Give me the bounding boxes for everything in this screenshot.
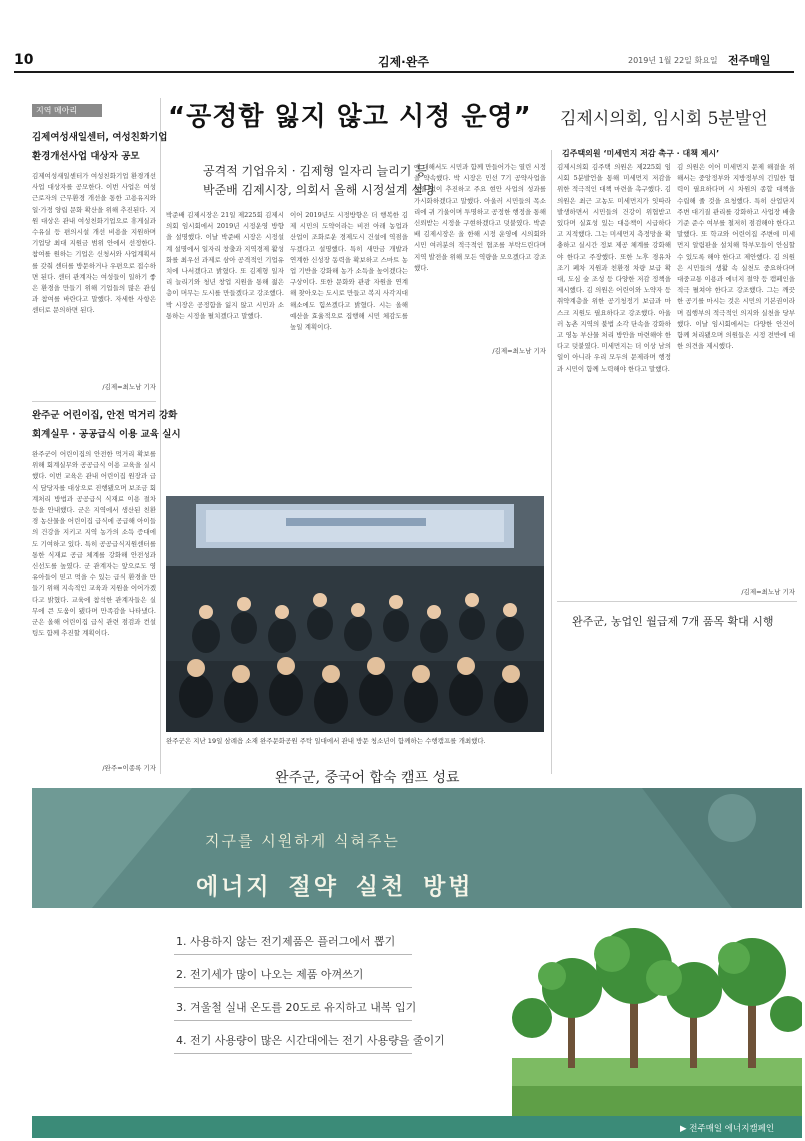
camp-headline: 완주군, 중국어 합숙 캠프 성료 (275, 770, 460, 786)
camp-photo (166, 496, 544, 732)
header-rule (14, 71, 794, 73)
article-divider (32, 401, 156, 402)
main-body-col3: 에 대해서도 시민과 함께 만들어가는 열린 시정을 약속했다. 박 시장은 민선 7기 공약사업을 차질 없이 추진하고 주요 현안 사업의 성과를 가시화하겠다고 말했다. 아울러 시민들의 목소리에 귀 기울이며 투명하고 공정한 행정을 통해 신뢰받는 시정을 구현하겠다고 덧붙였다. 박준배 김제시장은 올 한해 시정 운영에 시의회와 시민 여러분의 적극적인 협조를 부탁드린다며 지역 발전을 위해 모든 역량을 모으겠다고 강조했다. (414, 163, 546, 272)
council-subhead: 김주택의원 ‘미세먼지 저감 촉구 · 대책 제시’ (562, 149, 720, 158)
council-byline: /김제=최노남 기자 (741, 588, 795, 596)
ad-divider (174, 987, 412, 988)
ad-title-large: 에너지 절약 실천 방법 (196, 874, 474, 900)
left-article1-title-2: 환경개선사업 대상자 공모 (32, 151, 140, 162)
main-body-col1: 박준배 김제시장은 21일 제225회 김제시의회 임시회에서 2019년 시정운영 방향을 설명했다. 이날 박준배 시장은 시정설계 설명에서 일자리 창출과 지역경제 활성화를 최우선 과제로 삼아 공격적인 기업유치에 나서겠다고 밝혔다. 또 김제형 일자리 늘리기와 청년 창업 지원을 통해 젊은 층이 머무는 도시를 만들겠다고 강조했다. 박 시장은 공정함을 잃지 않고 시민과 소통하는 시정을 펼치겠다고 말했다. (166, 211, 284, 320)
ad-item-4: 4. 전기 사용량이 많은 시간대에는 전기 사용량을 줄이기 (176, 1034, 445, 1047)
main-headline: “공정함 잃지 않고 시정 운영” (168, 102, 532, 132)
left-article1-byline: /김제=최노남 기자 (102, 383, 156, 391)
ad-banner (32, 788, 802, 908)
left-article2-title-2: 회계실무 · 공공급식 이용 교육 실시 (32, 429, 181, 440)
left-article1-title-1: 김제여성새일센터, 여성친화기업 (32, 132, 168, 143)
ad-title-small: 지구를 시원하게 식혀주는 (205, 832, 400, 850)
ad-divider (174, 1053, 412, 1054)
ad-divider (174, 1020, 412, 1021)
left-article2-title-1: 완주군 어린이집, 안전 먹거리 강화 (32, 410, 178, 421)
council-body-col1: 김제시의회 김주택 의원은 제225회 임시회 5분발언을 통해 미세먼지 저감을 위한 적극적인 대책 마련을 촉구했다. 김 의원은 최근 고농도 미세먼지가 잇따라 발생하면서 시민들의 건강이 위협받고 있다며 실효성 있는 대응책이 시급하다고 지적했다. 그는 미세먼지 측정망을 확충하고 실시간 정보 제공 체계를 강화해야 한다고 주장했다. 또한 노후 경유차 조기 폐차 지원과 친환경 차량 보급 확대, 도심 숲 조성 등 다양한 저감 정책을 제시했다. 김 의원은 어린이와 노약자 등 취약계층을 위한 공기청정기 보급과 마스크 지원도 필요하다고 강조했다. 아울러 농촌 지역의 불법 소각 단속을 강화하고 영농 부산물 처리 방안을 마련해야 한다고 덧붙였다. 미세먼지는 더 이상 남의 일이 아니라 우리 모두의 문제라며 행정과 시민이 함께 노력해야 한다고 말했다. (557, 163, 671, 373)
ad-item-1: 1. 사용하지 않는 전기제품은 플러그에서 뽑기 (176, 935, 396, 948)
main-subhead-2: 박준배 김제시장, 의회서 올해 시정설계 설명 (203, 183, 435, 197)
council-headline: 김제시의회, 임시회 5분발언 (560, 109, 768, 129)
main-subhead-1: 공격적 기업유치 · 김제형 일자리 늘리기 등 (203, 164, 427, 178)
page-number: 10 (14, 52, 34, 68)
council-body-col2: 김 의원은 이어 미세먼지 문제 해결을 위해서는 중앙정부와 지방정부의 긴밀한 협력이 필요하다며 시 차원의 종합 대책을 수립해 줄 것을 요청했다. 특히 산업단지 주변 대기질 관리를 강화하고 사업장 배출 기준 준수 여부를 철저히 점검해야 한다고 말했다. 또 학교와 어린이집 주변에 미세먼지 알림판을 설치해 학부모들이 안심할 수 있도록 해야 한다고 제안했다. 김 의원은 시민들의 생활 속 실천도 중요하다며 대중교통 이용과 에너지 절약 등 캠페인을 적극 펼쳐야 한다고 강조했다. 그는 깨끗한 공기를 마시는 것은 시민의 기본권이라며 집행부의 적극적인 의지와 실천을 당부했다. 이날 임시회에서는 다양한 안건이 함께 처리됐으며 의원들은 시정 전반에 대한 의견을 제시했다. (677, 163, 795, 351)
ad-divider (174, 954, 412, 955)
farm-headline: 완주군, 농업인 월급제 7개 품목 확대 시행 (572, 615, 774, 628)
ad-footer-label: ▶ 전주매일 에너지캠페인 (680, 1124, 775, 1134)
left-article1-body: 김제여성새일센터가 여성친화기업 환경개선사업 대상자를 공모한다. 이번 사업은 여성근로자의 근무환경 개선을 통한 고용유지와 일·가정 양립 문화 확산을 위해 추진된다. 지원 대상은 관내 여성친화기업으로 휴게실과 수유실 등 편의시설 개선 비용을 지원하며 기업당 최대 지원금 범위 안에서 선정한다. 참여를 원하는 기업은 신청서와 사업계획서를 갖춰 센터를 방문하거나 우편으로 접수하면 된다. 센터 관계자는 여성들이 일하기 좋은 환경을 만들기 위해 기업들의 많은 관심과 참여를 바란다고 말했다. 자세한 사항은 센터로 문의하면 된다. (32, 172, 156, 315)
ad-item-2: 2. 전기세가 많이 나오는 제품 아껴쓰기 (176, 968, 364, 981)
main-body-col2: 이어 2019년도 시정방향은 더 행복한 김제 시민의 도약이라는 비전 아래 농업과 산업이 조화로운 경제도시 건설에 역점을 두겠다고 설명했다. 특히 새만금 개발과 연계한 신성장 동력을 확보하고 스마트 농업 기반을 강화해 농가 소득을 높이겠다는 구상이다. 또한 문화와 관광 자원을 연계해 찾아오는 도시로 만들고 복지 사각지대 해소에도 힘쓰겠다고 밝혔다. 시는 올해 예산을 효율적으로 집행해 시민 체감도를 높일 계획이다. (290, 211, 408, 332)
column-divider (551, 150, 552, 774)
energy-campaign-ad (32, 788, 800, 1138)
photo-caption: 완주군은 지난 19일 삼례읍 소재 완주문화공원 주탁 일대에서 관내 방문 청소년이 함께하는 수행캠프를 개최했다. (166, 737, 486, 745)
ad-item-3: 3. 겨울철 실내 온도를 20도로 유지하고 내복 입기 (176, 1001, 417, 1014)
main-byline: /김제=최노남 기자 (492, 347, 546, 355)
section-title: 김제·완주 (378, 55, 429, 69)
local-echo-tag: 지역 메아리 (32, 104, 102, 117)
article-divider (557, 601, 797, 602)
left-article2-body: 완주군이 어린이집의 안전한 먹거리 확보를 위해 회계실무와 공공급식 이용 교육을 실시했다. 이번 교육은 관내 어린이집 원장과 급식 담당자를 대상으로 진행됐으며 보조금 회계처리 방법과 공공급식 식재료 이용 절차 등을 안내했다. 군은 지역에서 생산된 친환경 농산물을 어린이집 급식에 공급해 아이들의 건강을 지키고 지역 농가의 소득 증대에도 기여하고 있다. 특히 공공급식지원센터를 통한 식재료 공급 체계를 강화해 안전성과 신선도를 높였다. 군 관계자는 앞으로도 영유아들이 믿고 먹을 수 있는 급식 환경을 만들기 위해 지속적인 교육과 지원을 이어가겠다고 밝혔다. 교육에 참석한 관계자들은 실무에 큰 도움이 됐다며 만족감을 나타냈다. 군은 올해 어린이집 급식 관련 점검과 컨설팅도 함께 추진할 계획이다. (32, 450, 156, 638)
left-article2-byline: /완주=이종록 기자 (102, 764, 156, 772)
newspaper-name: 전주매일 (728, 54, 771, 67)
forest-illustration (512, 908, 802, 1116)
issue-date: 2019년 1월 22일 화요일 (628, 56, 718, 65)
